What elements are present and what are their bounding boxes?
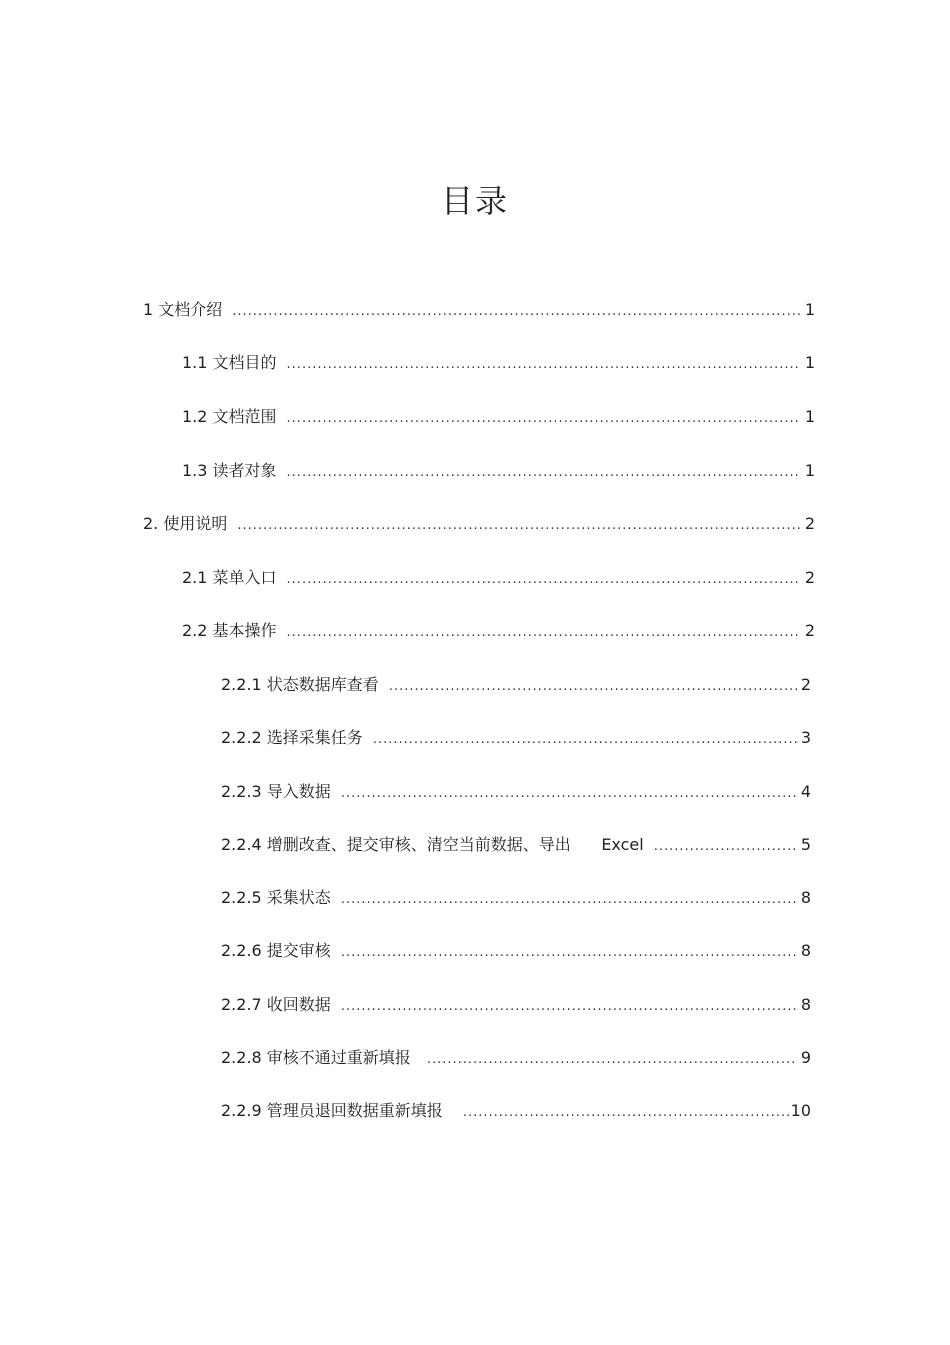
toc-dot-leader [373,732,797,747]
toc-entry-label: 2.2.2 选择采集任务 [221,728,363,747]
toc-dot-leader [463,1105,789,1120]
toc-entry[interactable] [182,458,815,482]
toc-entry-page: 2 [804,568,815,587]
toc-entry[interactable] [182,350,815,374]
toc-entry-page: 1 [804,407,815,426]
toc-entry-label: 2.2 基本操作 [182,621,277,640]
toc-entry-label: 2.2.1 状态数据库查看 [221,675,379,694]
toc-entry-label: 2.2.8 审核不通过重新填报 [221,1048,411,1067]
toc-entry[interactable] [221,672,811,696]
toc-entry-label: 2.2.4 增删改查、提交审核、清空当前数据、导出 Excel [221,835,644,854]
toc-entry[interactable] [182,565,815,589]
toc-dot-leader [287,411,801,426]
toc-entry-page: 2 [800,675,811,694]
toc-entry-page: 8 [800,995,811,1014]
toc-dot-leader [654,839,797,854]
toc-dot-leader [287,465,801,480]
toc-entry-page: 10 [790,1101,811,1120]
toc-entry[interactable] [143,511,815,535]
toc-entry[interactable] [221,885,811,909]
toc-entry-page: 1 [804,300,815,319]
toc-entry[interactable] [221,938,811,962]
toc-entry-label: 1.3 读者对象 [182,461,277,480]
toc-entry-label: 2.2.7 收回数据 [221,995,331,1014]
toc-entry[interactable] [221,832,811,856]
toc-entry-label: 1 文档介绍 [143,300,223,319]
toc-dot-leader [237,518,801,533]
toc-dot-leader [341,892,797,907]
toc-entry-label: 2.2.3 导入数据 [221,782,331,801]
toc-entry[interactable] [221,725,811,749]
toc-entry-page: 1 [804,461,815,480]
toc-dot-leader [427,1052,797,1067]
toc-entry-label: 2.2.5 采集状态 [221,888,331,907]
toc-entry-page: 3 [800,728,811,747]
toc-entry-page: 5 [800,835,811,854]
toc-dot-leader [341,786,797,801]
toc-title: 目录 [440,182,509,220]
toc-dot-leader [287,625,801,640]
toc-entry-label: 2.1 菜单入口 [182,568,277,587]
toc-entry[interactable] [182,404,815,428]
toc-entry-page: 2 [804,514,815,533]
toc-dot-leader [341,945,797,960]
toc-entry-page: 4 [800,782,811,801]
toc-entry-label: 2. 使用说明 [143,514,228,533]
toc-entry-label: 1.1 文档目的 [182,353,277,372]
toc-entry[interactable] [221,1045,811,1069]
toc-entry-page: 8 [800,888,811,907]
toc-dot-leader [287,572,801,587]
toc-entry[interactable] [221,992,811,1016]
toc-entry-page: 8 [800,941,811,960]
toc-entry[interactable] [182,618,815,642]
toc-entry-label: 2.2.9 管理员退回数据重新填报 [221,1101,443,1120]
toc-entry[interactable] [221,779,811,803]
toc-entry[interactable] [221,1098,811,1122]
toc-dot-leader [341,999,797,1014]
toc-entry[interactable] [143,297,815,321]
toc-entry-page: 9 [800,1048,811,1067]
toc-entry-page: 1 [804,353,815,372]
toc-entry-page: 2 [804,621,815,640]
toc-entry-label: 2.2.6 提交审核 [221,941,331,960]
toc-entry-label: 1.2 文档范围 [182,407,277,426]
toc-dot-leader [389,679,797,694]
toc-dot-leader [287,357,801,372]
toc-dot-leader [232,304,801,319]
